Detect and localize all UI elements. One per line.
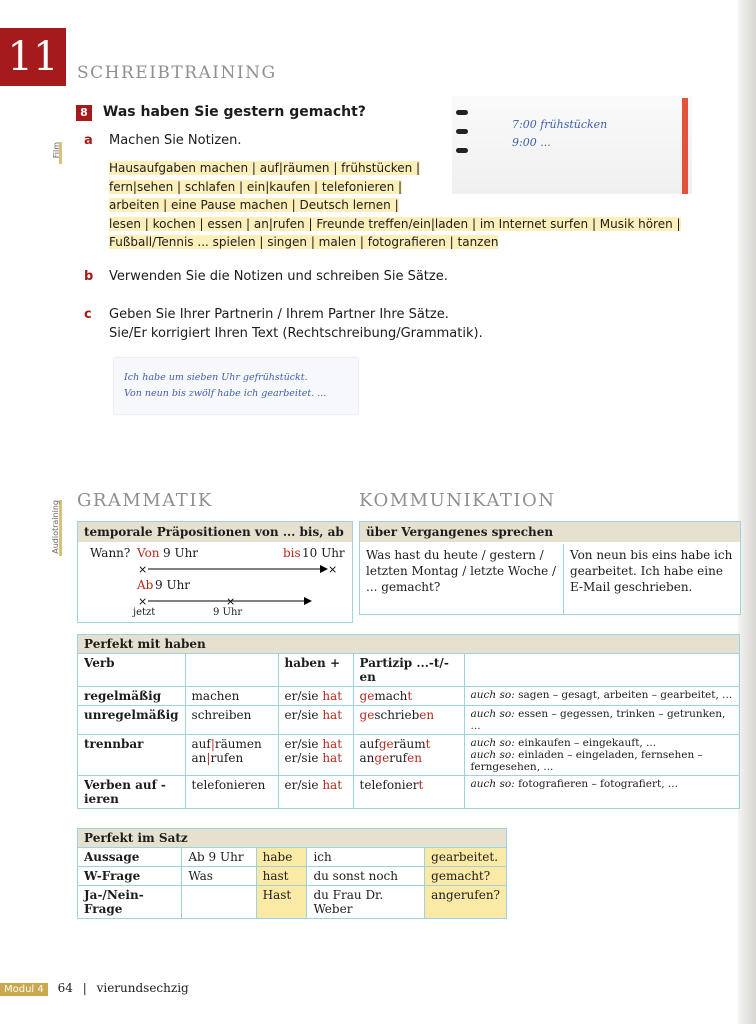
grammar-box-title: temporale Präpositionen von ... bis, ab (78, 522, 352, 542)
footer (0, 981, 189, 996)
aux-position: Hast (256, 886, 307, 919)
task-c-text-2: Sie/Er korrigiert Ihren Text (Rechtschreibung/Grammatik). (109, 326, 483, 341)
verb-stem: räumen (214, 737, 262, 751)
participle-cell (353, 776, 464, 809)
svg-text:×: × (138, 563, 148, 576)
von-time: 9 Uhr (163, 546, 199, 560)
perfekt-haben-table (77, 634, 740, 809)
row-label: unregelmäßig (78, 706, 186, 735)
bis-word: bis (283, 546, 301, 560)
verb-cell: schreiben (185, 706, 278, 735)
position-1: Was (182, 867, 256, 886)
position-1: Ab 9 Uhr (182, 848, 256, 867)
table-row (78, 776, 740, 809)
perfekt-satz-title: Perfekt im Satz (78, 829, 507, 848)
aux-position: habe (256, 848, 307, 867)
sentence-type: Aussage (78, 848, 182, 867)
participle-ge: ge (378, 737, 394, 751)
communication-box-title: über Vergangenes sprechen (360, 522, 740, 542)
table-row (78, 687, 740, 706)
svg-text:×: × (138, 595, 148, 608)
col-header: Partizip ...-t/-en (353, 654, 464, 687)
end-position: gemacht? (425, 867, 507, 886)
participle-stem: schrieb (374, 708, 420, 722)
table-row (78, 886, 507, 919)
perfekt-haben-title: Perfekt mit haben (78, 635, 740, 654)
notebook-line-1: 7:00 frühstücken (512, 118, 608, 131)
auch-so-label: auch so: (470, 708, 515, 720)
modul-badge: Modul 4 (0, 983, 48, 996)
participle-cell (353, 735, 464, 776)
auch-so-label: auch so: (470, 778, 515, 790)
col-header (464, 654, 739, 687)
participle-ge: ge (374, 751, 390, 765)
auch-so-examples: fotografieren – fotografiert, ... (518, 778, 678, 790)
col-header: haben + (278, 654, 353, 687)
auch-so-examples: einladen – eingeladen, fernsehen – ferngesehen, ... (470, 749, 703, 773)
row-label: Verben auf -ieren (78, 776, 186, 809)
exercise-title-text: Was haben Sie gestern gemacht? (102, 104, 366, 120)
aux-verb: hat (322, 751, 343, 765)
auch-so-label: auch so: (470, 689, 515, 701)
bis-time: 10 Uhr (302, 546, 345, 560)
perfekt-satz-table (77, 828, 507, 919)
grammar-box-praepositionen (77, 521, 353, 623)
auch-so-examples: essen – gegessen, trinken – getrunken, ... (470, 708, 726, 732)
end-position: gearbeitet. (425, 848, 507, 867)
participle-cell (353, 706, 464, 735)
aux-cell (278, 776, 353, 809)
position-1 (182, 886, 256, 919)
auch-so-label: auch so: (470, 737, 515, 749)
spiral-binding (456, 110, 468, 170)
table-row (78, 735, 740, 776)
auch-so-examples: einkaufen – eingekauft, ... (518, 737, 657, 749)
task-a-text: Machen Sie Notizen. (109, 133, 242, 148)
participle-stem: mach (374, 689, 408, 703)
sentence-type: Ja-/Nein-Frage (78, 886, 182, 919)
participle-ending: en (419, 708, 435, 722)
participle-stem: räum (393, 737, 426, 751)
page-separator: | (82, 981, 87, 995)
svg-text:×: × (226, 595, 236, 608)
table-header-row (78, 654, 740, 687)
table-row (78, 867, 507, 886)
communication-box (359, 521, 741, 615)
aux-cell (278, 735, 353, 776)
wann-label: Wann? (90, 546, 131, 560)
participle-ending: t (418, 778, 424, 792)
row-label: trennbar (78, 735, 186, 776)
verb-cell: telefonieren (185, 776, 278, 809)
task-c-letter: c (84, 307, 92, 322)
participle-stem: ruf (389, 751, 408, 765)
col-header (185, 654, 278, 687)
word-line: Fußball/Tennis ... spielen | singen | malen | fotografieren | tanzen (109, 235, 499, 249)
end-position: angerufen? (425, 886, 507, 919)
participle-ending: t (425, 737, 431, 751)
task-a (84, 133, 242, 148)
chapter-title: SCHREIBTRAINING (77, 63, 277, 83)
aux-cell (278, 706, 353, 735)
aux-subject: er/sie (284, 708, 323, 722)
participle-prefix: an (359, 751, 375, 765)
page-edge-shadow (738, 0, 756, 1024)
participle-stem: telefonier (359, 778, 419, 792)
word-line: fern|sehen | schlafen | ein|kaufen | telefonieren | (109, 179, 403, 194)
participle-prefix: auf (359, 737, 379, 751)
participle-ending: en (407, 751, 422, 765)
participle-cell (353, 687, 464, 706)
svg-text:×: × (328, 563, 338, 576)
handwritten-note (114, 358, 358, 414)
row-label: regelmäßig (78, 687, 186, 706)
word-line: lesen | kochen | essen | an|rufen | Freunde treffen/ein|laden | im Internet surfen | Musik hören | (109, 216, 681, 231)
task-b-text: Verwenden Sie die Notizen und schreiben Sie Sätze. (109, 269, 448, 284)
ab-time: 9 Uhr (155, 578, 191, 592)
aux-subject: er/sie (284, 737, 323, 751)
word-line: arbeiten | eine Pause machen | Deutsch lernen | (109, 198, 399, 212)
communication-answer: Von neun bis eins habe ich gearbeitet. Ich habe eine E-Mail geschrieben. (570, 548, 733, 594)
note-line-1: Ich habe um sieben Uhr gefrühstückt. (124, 372, 308, 383)
table-row (78, 848, 507, 867)
exercise-title (76, 104, 366, 121)
task-a-letter: a (84, 133, 93, 148)
aux-subject: er/sie (284, 778, 323, 792)
auch-so-cell (464, 687, 739, 706)
aux-verb: hat (322, 737, 343, 751)
middle-field: du Frau Dr. Weber (307, 886, 425, 919)
chapter-number: 11 (0, 28, 66, 86)
note-line-2: Von neun bis zwölf habe ich gearbeitet. ... (124, 388, 327, 399)
page-number: 64 (57, 981, 73, 995)
word-line: Hausaufgaben machen | auf|räumen | frühstücken | (109, 161, 421, 175)
kommunikation-heading: KOMMUNIKATION (359, 490, 556, 511)
page-number-word: vierundsechzig (96, 981, 189, 995)
task-b-letter: b (84, 269, 94, 284)
sentence-type: W-Frage (78, 867, 182, 886)
verb-prefix: an (191, 751, 207, 765)
aux-cell (278, 687, 353, 706)
aux-verb: hat (322, 778, 343, 792)
verb-cell: machen (185, 687, 278, 706)
notebook-image (452, 96, 692, 194)
aux-subject: er/sie (284, 689, 323, 703)
ab-word: Ab (137, 578, 154, 592)
notebook-line-2: 9:00 ... (512, 136, 551, 149)
participle-prefix: ge (359, 689, 375, 703)
timeline-ab (136, 594, 336, 608)
task-b (84, 269, 448, 284)
von-word: Von (137, 546, 160, 560)
aux-verb: hat (322, 708, 343, 722)
auch-so-cell (464, 735, 739, 776)
verb-stem: rufen (210, 751, 244, 765)
auch-so-cell (464, 706, 739, 735)
timeline-von-bis (136, 562, 336, 576)
grammatik-heading: GRAMMATIK (77, 490, 213, 511)
verb-cell: auf|räumen an|rufen (185, 735, 278, 776)
auch-so-label: auch so: (470, 749, 515, 761)
task-c (84, 305, 483, 341)
nine-label: 9 Uhr (213, 607, 243, 618)
communication-question: Was hast du heute / gestern / letzten Montag / letzte Woche / ... gemacht? (366, 548, 557, 594)
aux-verb: hat (322, 689, 343, 703)
col-header: Verb (78, 654, 186, 687)
task-c-text-1: Geben Sie Ihrer Partnerin / Ihrem Partner Ihre Sätze. (109, 307, 449, 322)
participle-prefix: ge (359, 708, 375, 722)
auch-so-cell (464, 776, 739, 809)
auch-so-examples: sagen – gesagt, arbeiten – gearbeitet, ... (518, 689, 733, 701)
table-row (78, 706, 740, 735)
jetzt-label: jetzt (133, 607, 156, 618)
pen-icon (682, 98, 688, 194)
middle-field: du sonst noch (307, 867, 425, 886)
middle-field: ich (307, 848, 425, 867)
verb-prefix: auf (191, 737, 211, 751)
aux-subject: er/sie (284, 751, 323, 765)
participle-ending: t (407, 689, 413, 703)
aux-position: hast (256, 867, 307, 886)
exercise-number: 8 (76, 105, 92, 121)
